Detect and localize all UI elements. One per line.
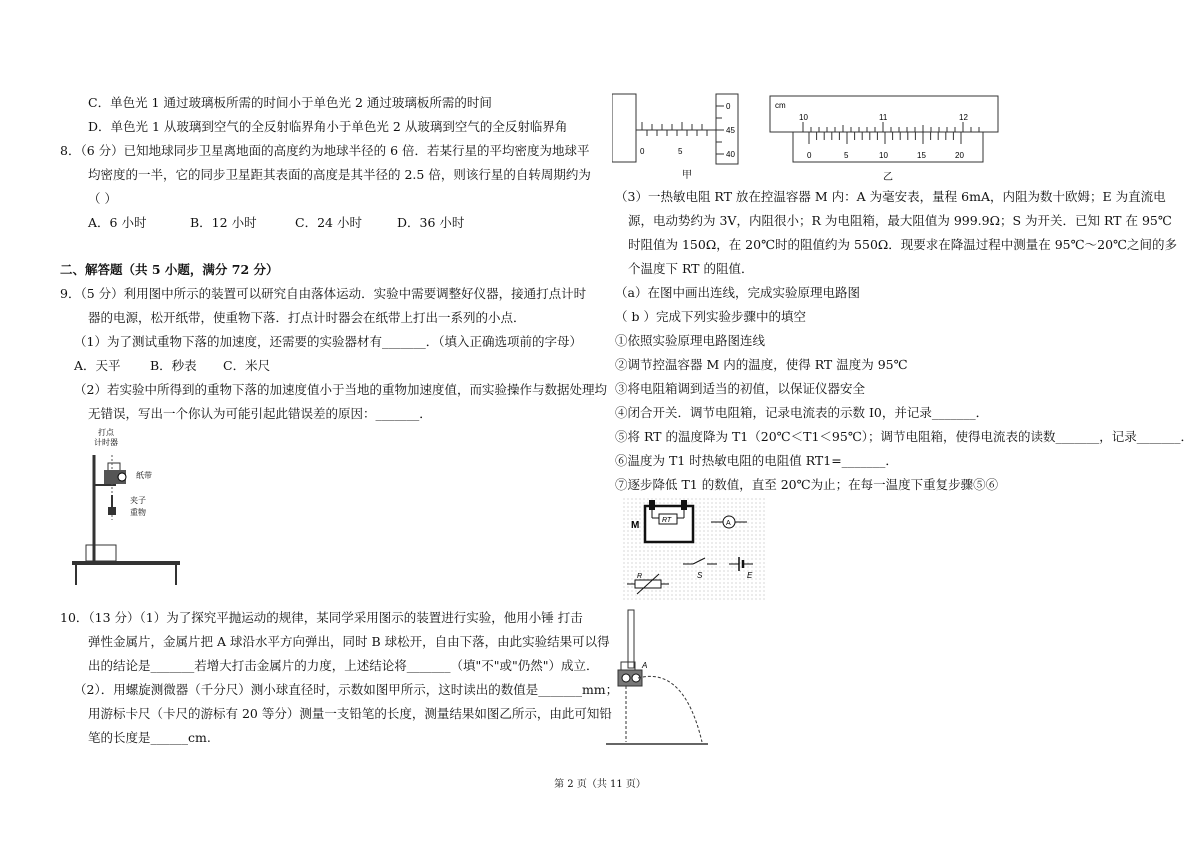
q10-text-line3: 出的结论是_______若增大打击金属片的力度，上述结论将_______（填"不"或"仍然"）成立．: [88, 658, 599, 673]
caliper-main-tick-11: 11: [879, 113, 888, 122]
q10-part2-line3: 笔的长度是______cm.: [88, 730, 211, 745]
free-fall-apparatus-figure: [72, 425, 182, 590]
q9-option-c: C．米尺: [223, 358, 271, 373]
step-2: ②调节控温容器 M 内的温度，使得 RT 温度为 95℃: [615, 357, 908, 372]
step-1: ①依照实验原理电路图连线: [615, 333, 766, 348]
circuit-components-figure: [623, 498, 765, 602]
q10-text-line1: 10．（13 分）（1）为了探究平抛运动的规律，某同学采用图示的装置进行实验，他用小锤 打击: [60, 610, 583, 625]
circuit-label-e: E: [747, 571, 753, 580]
q10-part2-line1: （2）．用螺旋测微器（千分尺）测小球直径时，示数如图甲所示，这时读出的数值是_______mm；: [74, 682, 619, 697]
caliper-caption: 乙: [883, 172, 893, 183]
thimble-tick-0: 0: [726, 102, 731, 111]
vernier-tick-0: 0: [807, 151, 812, 160]
q8-text-line2: 均密度的一半，它的同步卫星距其表面的高度是其半径的 2.5 倍，则该行星的自转周期约为: [88, 167, 591, 182]
circuit-label-rt: RT: [662, 517, 672, 524]
step-6: ⑥温度为 T1 时热敏电阻的电阻值 RT1=_______．: [615, 453, 898, 468]
circuit-label-s: S: [697, 571, 703, 580]
vernier-tick-10: 10: [879, 151, 888, 160]
q3-part-b: （ b ）完成下列实验步骤中的填空: [615, 309, 806, 324]
q10-part2-line2: 用游标卡尺（卡尺的游标有 20 等分）测量一支铅笔的长度，测量结果如图乙所示，由此可知铅: [88, 706, 612, 721]
q9-part1: （1）为了测试重物下落的加速度，还需要的实验器材有_______．（填入正确选项前的字母）: [74, 334, 582, 349]
q3-text-line1: （3）一热敏电阻 RT 放在控温容器 M 内：A 为毫安表，量程 6mA，内阻为数十欧姆；E 为直流电: [615, 189, 1166, 204]
q3-part-a: （a）在图中画出连线，完成实验原理电路图: [615, 285, 860, 300]
circuit-label-a: A: [726, 520, 731, 527]
q7-option-d: D．单色光 1 从玻璃到空气的全反射临界角小于单色光 2 从玻璃到空气的全反射临界角: [88, 119, 568, 134]
fig9-label-clip: 夹子: [130, 496, 146, 505]
fig9-label-timer2: 计时器: [94, 438, 118, 447]
step-4: ④闭合开关．调节电阻箱，记录电流表的示数 I0，并记录_______．: [615, 405, 989, 420]
projectile-apparatus-figure: [604, 606, 714, 752]
step-7: ⑦逐步降低 T1 的数值，直至 20℃为止；在每一温度下重复步骤⑤⑥: [615, 477, 999, 492]
q9-part2-line2: 无错误，写出一个你认为可能引起此错误差的原因：_______．: [88, 406, 432, 421]
q8-option-d: D．36 小时: [397, 215, 465, 230]
section-heading: 二、解答题（共 5 小题，满分 72 分）: [60, 262, 279, 277]
vernier-caliper-figure: [765, 94, 1005, 184]
q10-text-line2: 弹性金属片，金属片把 A 球沿水平方向弹出，同时 B 球松开，自由下落，由此实验结果可以得: [88, 634, 610, 649]
q9-part2-line1: （2）若实验中所得到的重物下落的加速度值小于当地的重物加速度值，而实验操作与数据处理均: [74, 382, 607, 397]
vernier-tick-5: 5: [844, 151, 849, 160]
q8-text-line1: 8．（6 分）已知地球同步卫星离地面的高度约为地球半径的 6 倍．若某行星的平均密度为地球平: [60, 143, 590, 158]
q8-option-b: B．12 小时: [190, 215, 257, 230]
caliper-unit: cm: [775, 101, 786, 110]
thimble-tick-45: 45: [726, 126, 735, 135]
q9-text-line2: 器的电源，松开纸带，使重物下落．打点计时器会在纸带上打出一系列的小点．: [88, 310, 526, 325]
vernier-tick-15: 15: [917, 151, 926, 160]
vernier-tick-20: 20: [955, 151, 964, 160]
fig10-label-a: A: [642, 661, 648, 670]
caliper-main-tick-12: 12: [959, 113, 968, 122]
page-footer: 第 2 页（共 11 页）: [554, 779, 646, 790]
q3-text-line3: 时阻值为 150Ω，在 20℃时的阻值约为 550Ω．现要求在降温过程中测量在 95℃～20℃之间的多: [628, 237, 1178, 252]
q8-option-c: C．24 小时: [295, 215, 362, 230]
q9-option-a: A．天平: [74, 358, 121, 373]
step-3: ③将电阻箱调到适当的初值，以保证仪器安全: [615, 381, 866, 396]
micrometer-tick-5: 5: [678, 147, 683, 156]
q8-answer-bracket: （ ）: [88, 191, 117, 206]
q8-option-a: A．6 小时: [88, 215, 147, 230]
fig9-label-weight: 重物: [130, 508, 146, 517]
thimble-tick-40: 40: [726, 150, 735, 159]
micrometer-caption: 甲: [682, 170, 692, 181]
q9-text-line1: 9．（5 分）利用图中所示的装置可以研究自由落体运动．实验中需要调整好仪器，接通打点计时: [60, 286, 587, 301]
fig9-label-tape: 纸带: [136, 471, 152, 480]
fig9-label-timer1: 打点: [98, 428, 114, 437]
q3-text-line4: 个温度下 RT 的阻值．: [628, 261, 754, 276]
q9-option-b: B．秒表: [150, 358, 197, 373]
q7-option-c: C．单色光 1 通过玻璃板所需的时间小于单色光 2 通过玻璃板所需的时间: [88, 95, 492, 110]
q3-text-line2: 源，电动势约为 3V，内阻很小；R 为电阻箱，最大阻值为 999.9Ω；S 为开关．已知 RT 在 95℃: [628, 213, 1172, 228]
micrometer-tick-0: 0: [640, 147, 645, 156]
micrometer-figure: [612, 92, 752, 182]
step-5: ⑤将 RT 的温度降为 T1（20℃＜T1＜95℃）；调节电阻箱，使得电流表的读数_______，记录_______．: [615, 429, 1194, 444]
caliper-main-tick-10: 10: [799, 113, 808, 122]
circuit-label-m: M: [631, 520, 640, 531]
circuit-label-r: R: [637, 573, 643, 580]
